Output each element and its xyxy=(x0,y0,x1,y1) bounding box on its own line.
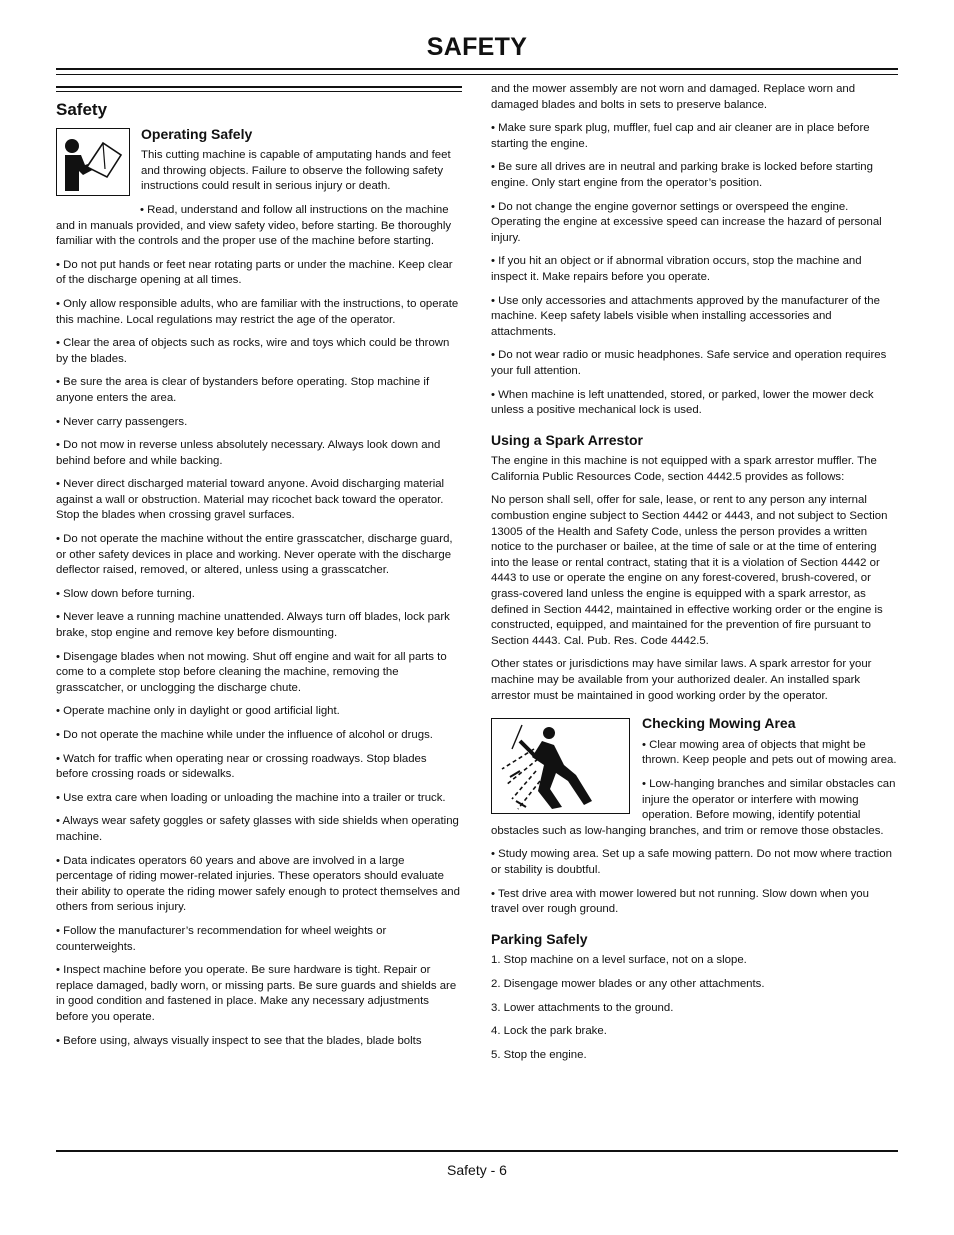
page-number: Safety - 6 xyxy=(447,1162,507,1178)
spark-arrestor-heading: Using a Spark Arrestor xyxy=(491,431,643,448)
bullet-item: • When machine is left unattended, stored, or parked, lower the mower deck unless a positive mechanical lock is used. xyxy=(491,388,874,417)
checking-mowing-block xyxy=(491,716,897,839)
footer-rule xyxy=(56,1150,898,1152)
bullet-item: • Follow the manufacturer’s recommendation for wheel weights or counterweights. xyxy=(56,924,387,953)
bullet-item: and the mower assembly are not worn and damaged. Replace worn and damaged blades and bolts in sets to preserve balance. xyxy=(491,83,856,111)
bullet-item: • Disengage blades when not mowing. Shut off engine and wait for all parts to come to a complete stop before cleaning the machine, removing the grasscatcher, or unclogging the discharge chute. xyxy=(56,650,447,694)
spark-paragraph: Other states or jurisdictions may have similar laws. A spark arrestor for your machine may be available from your authorized dealer. An installed spark arrestor must be maintained in good working order by the operator. xyxy=(491,658,872,702)
bullet-item: • Clear the area of objects such as rocks, wire and toys which could be thrown by the blades. xyxy=(56,337,450,365)
bullet-item: • Never carry passengers. xyxy=(56,415,188,428)
parking-step: 4. Lock the park brake. xyxy=(491,1025,607,1038)
operating-intro: This cutting machine is capable of amputating hands and feet and throwing objects. Failure to observe the following safety instructions could result in serious injury or death. xyxy=(141,149,451,193)
bullet-item: • Do not put hands or feet near rotating parts or under the machine. Keep clear of the discharge opening at all times. xyxy=(56,258,453,287)
bullet-item: • Never leave a running machine unattended. Always turn off blades, lock park brake, stop engine and remove key before dismounting. xyxy=(56,611,450,640)
spark-paragraph: No person shall sell, offer for sale, lease, or rent to any person any internal combustion engine subject to Section 4442 or 4443, and not subject to Section 13005 of the Health and Safety Code, unless the person provides a written notice to the purchaser or bailee, at the time of sale or at the time of entering into the lease or rental contract, stating that it is a violation of Section 4442 or 4443 to use or operate the engine on any forest-covered, brush-covered, or grass-covered land unless the engine is equipped with a spark arrestor, as defined in Section 4442, maintained in effective working order or the engine is constructed, equipped, and maintained for the prevention of fire pursuant to Section 4443. Cal. Pub. Res. Code 4442.5. xyxy=(491,494,888,647)
bullet-item: • Study mowing area. Set up a safe mowing pattern. Do not mow where traction or stability is doubtful. xyxy=(491,848,892,876)
operating-safely-heading: Operating Safely xyxy=(141,126,253,142)
bullet-item: • Do not change the engine governor settings or overspeed the engine. Operating the engine at excessive speed can increase the hazard of personal injury. xyxy=(491,200,882,244)
checking-mowing-heading: Checking Mowing Area xyxy=(642,715,796,732)
section-rule-thin xyxy=(56,91,462,92)
bullet-item: • If you hit an object or if abnormal vibration occurs, stop the machine and inspect it. Make repairs before you operate. xyxy=(491,255,862,283)
operator-reading-manual-icon xyxy=(56,128,130,196)
parking-step: 1. Stop machine on a level surface, not on a slope. xyxy=(491,954,747,967)
bullet-item: • Clear mowing area of objects that might be thrown. Keep people and pets out of mowing area. xyxy=(642,738,897,767)
bullet-item: • Always wear safety goggles or safety glasses with side shields when operating machine. xyxy=(56,815,459,843)
bullet-item: • Do not operate the machine while under the influence of alcohol or drugs. xyxy=(56,729,433,741)
page-title: SAFETY xyxy=(426,33,528,61)
bullet-item: • Inspect machine before you operate. Be sure hardware is tight. Repair or replace damaged, badly worn, or missing parts. Be sure guards and shields are in good condition and fastened in place. Make any necessary adjustments before you operate. xyxy=(56,964,457,1023)
section-title: Safety xyxy=(56,100,108,119)
right-column xyxy=(491,82,897,1071)
bullet-item: • Only allow responsible adults, who are familiar with the instructions, to operate this machine. Local regulations may restrict the age of the operator. xyxy=(56,297,459,326)
section-rule xyxy=(56,86,462,88)
bullet-item: • Make sure spark plug, muffler, fuel cap and air cleaner are in place before starting the engine. xyxy=(491,122,870,150)
left-column xyxy=(56,86,462,1057)
bullet-item: • Watch for traffic when operating near or crossing roadways. Stop blades before crossing roads or sidewalks. xyxy=(56,752,427,781)
spark-paragraph: The engine in this machine is not equipped with a spark arrestor muffler. The California Public Resources Code, section 4442.5 provides as follows: xyxy=(491,455,877,483)
bullet-item: • Test drive area with mower lowered but not running. Slow down when you travel over rough ground. xyxy=(491,887,869,916)
bullet-item: • Use only accessories and attachments approved by the manufacturer of the machine. Keep safety labels visible when installing accessories and attachments. xyxy=(491,294,880,338)
bullet-item: • Be sure the area is clear of bystanders before operating. Stop machine if anyone enters the area. xyxy=(56,376,430,404)
parking-step: 3. Lower attachments to the ground. xyxy=(491,1001,674,1014)
header-rule-thin xyxy=(56,74,898,75)
bullet-item: • Be sure all drives are in neutral and parking brake is locked before starting engine. Only start engine from the operator’s position. xyxy=(491,161,873,189)
operating-safely-block xyxy=(56,127,462,203)
bullet-item: • Operate machine only in daylight or good artificial light. xyxy=(56,705,340,718)
bullet-item: • Never direct discharged material toward anyone. Avoid discharging material against a wall or obstruction. Material may ricochet back toward the operator. Stop the blades when crossing gravel surfaces. xyxy=(56,478,445,522)
bullet-item: • Data indicates operators 60 years and above are involved in a large percentage of riding mower-related injuries. These operators should evaluate their ability to operate the riding mower safely enough to protect themselves and others from serious injury. xyxy=(56,854,460,914)
parking-step: 5. Stop the engine. xyxy=(491,1048,587,1061)
bullet-item: • Slow down before turning. xyxy=(56,587,195,600)
bullet-item: • Low-hanging branches and similar obstacles can injure the operator or interfere with mowing operation. Before mowing, identify potential obstacles such as low-hanging branches, and trim or remove those obstacles. xyxy=(491,777,896,837)
bullet-item: • Read, understand and follow all instructions on the machine and in manuals provided, and view safety video, before starting. Be thoroughly familiar with the controls and the proper use of the machine before starting. xyxy=(56,203,452,248)
bullet-item: • Use extra care when loading or unloading the machine into a trailer or truck. xyxy=(56,791,446,804)
bullet-item: • Do not operate the machine without the entire grasscatcher, discharge guard, or other safety devices in place and working. Never operate with the discharge deflector raised, removed, or altered, unless using a grasscatcher. xyxy=(56,533,453,577)
bullet-item: • Do not mow in reverse unless absolutely necessary. Always look down and behind before and while backing. xyxy=(56,439,441,467)
bullet-item: • Do not wear radio or music headphones. Safe service and operation requires your full attention. xyxy=(491,349,887,377)
parking-step: 2. Disengage mower blades or any other attachments. xyxy=(491,977,765,990)
bullet-item: • Before using, always visually inspect to see that the blades, blade bolts xyxy=(56,1034,422,1047)
parking-safely-heading: Parking Safely xyxy=(491,930,588,947)
thrown-objects-hazard-icon xyxy=(491,718,630,814)
header-rule xyxy=(56,68,898,70)
